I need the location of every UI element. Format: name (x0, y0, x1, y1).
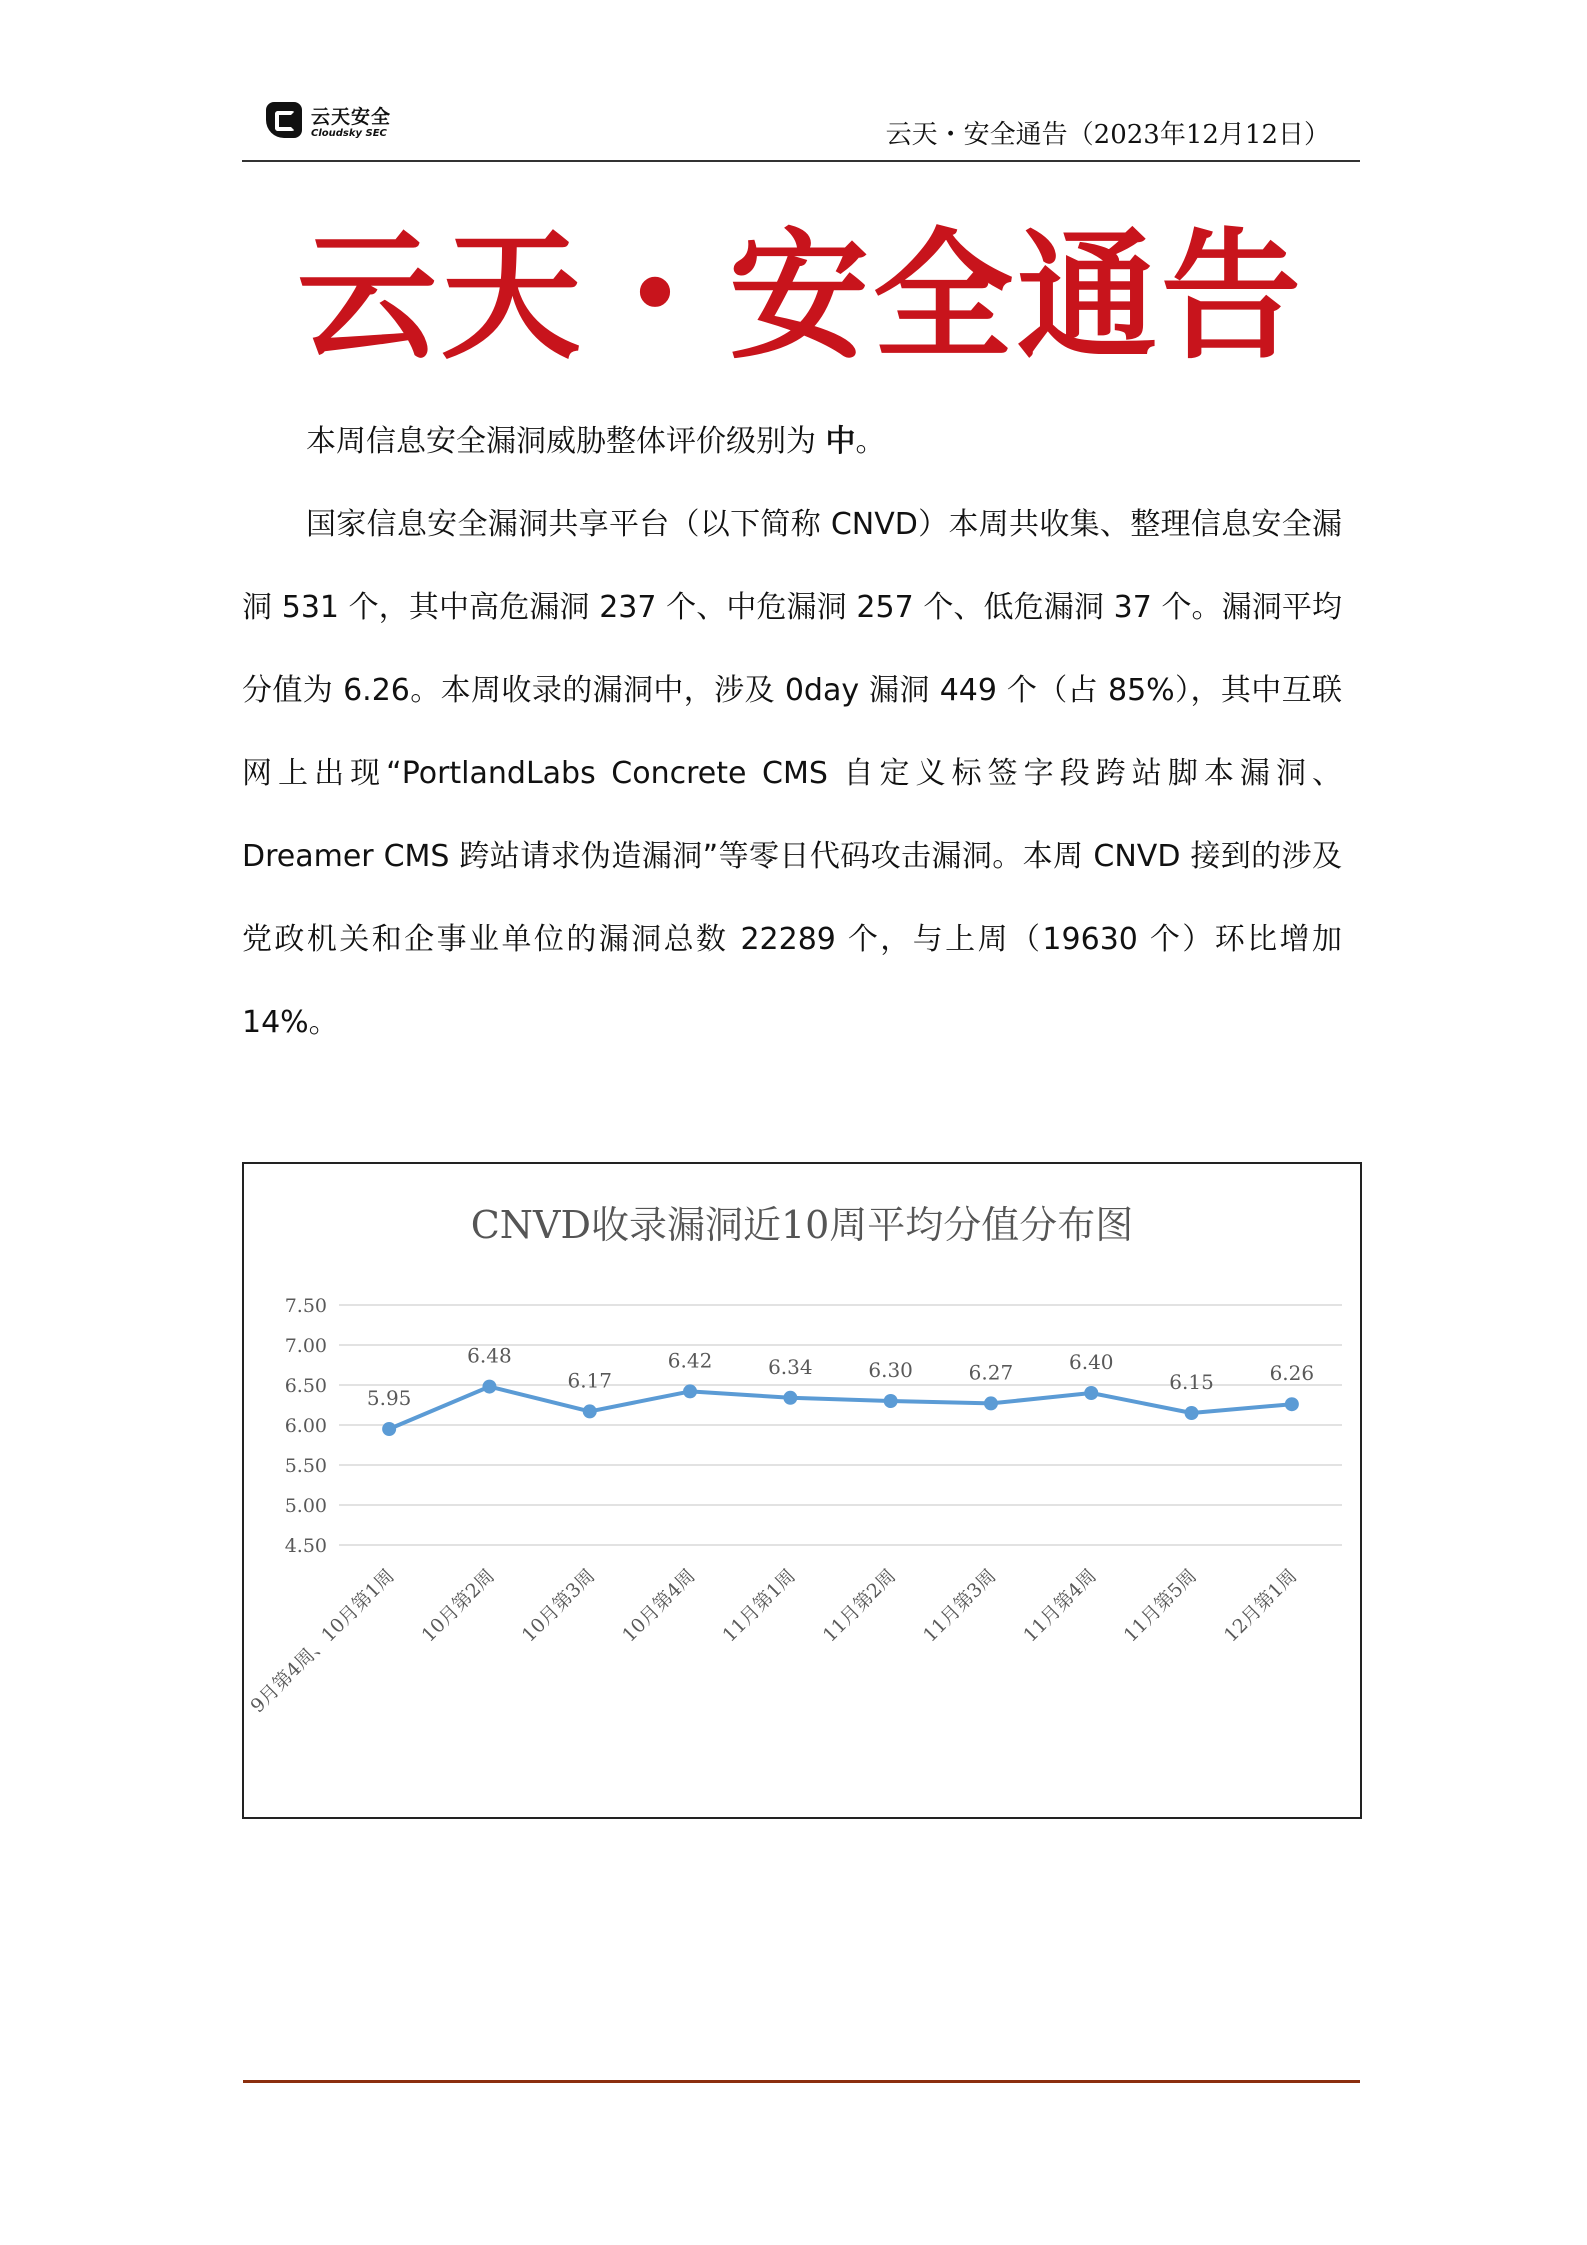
y-tick-label: 7.50 (284, 1295, 327, 1317)
y-tick-label: 4.50 (284, 1535, 327, 1557)
data-point (583, 1404, 597, 1418)
x-category-label: 11月第3周 (918, 1564, 1001, 1647)
x-category-label: 11月第1周 (718, 1564, 800, 1647)
footer-rule (243, 2080, 1360, 2083)
cloudsky-logo-icon (266, 102, 302, 138)
x-category-label: 11月第2周 (818, 1564, 901, 1647)
chart-svg (244, 1164, 1360, 1817)
logo-name: 云天安全 (311, 106, 392, 128)
data-label: 6.42 (667, 1348, 713, 1373)
data-label: 6.30 (868, 1358, 913, 1382)
cloudsky-logo (266, 96, 426, 144)
series-line (389, 1387, 1292, 1429)
y-tick-label: 6.00 (284, 1415, 327, 1437)
y-tick-label: 6.50 (284, 1375, 327, 1397)
data-label: 6.17 (567, 1368, 613, 1393)
threat-level-end: 。 (855, 424, 886, 459)
header-title: 云天・安全通告（2023年12月12日） (885, 120, 1330, 150)
data-point (1285, 1397, 1299, 1411)
data-label: 6.34 (768, 1354, 813, 1379)
threat-level-paragraph (242, 400, 1342, 483)
data-point (884, 1394, 898, 1408)
data-point (984, 1396, 998, 1410)
x-category-label: 10月第4周 (618, 1564, 700, 1647)
main-title: 云天・安全通告 (296, 215, 1305, 379)
threat-level-text: 本周信息安全漏洞威胁整体评价级别为 (306, 424, 826, 459)
data-label: 6.26 (1269, 1361, 1315, 1386)
data-point (1185, 1406, 1199, 1420)
data-point (382, 1422, 396, 1436)
x-category-label: 11月第4周 (1019, 1564, 1101, 1647)
data-label: 6.15 (1169, 1370, 1214, 1394)
x-category-label: 12月第1周 (1219, 1564, 1302, 1647)
data-label: 6.48 (467, 1343, 512, 1368)
x-category-label: 10月第2周 (417, 1564, 499, 1647)
score-chart (242, 1162, 1362, 1819)
x-category-label: 9月第4周、10月第1周 (246, 1564, 399, 1718)
data-label: 5.95 (366, 1386, 412, 1410)
data-point (482, 1380, 496, 1394)
y-tick-label: 5.00 (284, 1495, 327, 1517)
data-point (683, 1384, 697, 1398)
y-tick-label: 7.00 (284, 1335, 327, 1357)
page-header (242, 90, 1360, 162)
chart-title: CNVD收录漏洞近10周平均分值分布图 (470, 1203, 1134, 1247)
threat-level-value: 中 (825, 424, 856, 459)
logo-subtitle: Cloudsky SEC (311, 128, 387, 139)
summary-paragraph: 国家信息安全漏洞共享平台（以下简称 CNVD）本周共收集、整理信息安全漏洞 531 个，其中高危漏洞 237 个、中危漏洞 257 个、低危漏洞 37 个。漏洞平均分值为 6.26。本周收录的漏洞中，涉及 0day 漏洞 449 个（占 85%），其中互联网上出现“PortlandLabs Concrete CMS 自定义标签字段跨站脚本漏洞、Dreamer CMS 跨站请求伪造漏洞”等零日代码攻击漏洞。本周 CNVD 接到的涉及党政机关和企事业单位的漏洞总数 22289 个，与上周（19630 个）环比增加 14%。 (242, 507, 1342, 1040)
data-point (1084, 1386, 1098, 1400)
x-category-label: 10月第3周 (517, 1564, 600, 1647)
data-point (783, 1391, 797, 1405)
data-label: 6.40 (1068, 1350, 1114, 1374)
y-tick-label: 5.50 (284, 1455, 327, 1477)
x-category-label: 11月第5周 (1119, 1564, 1202, 1647)
data-label: 6.27 (968, 1360, 1014, 1385)
